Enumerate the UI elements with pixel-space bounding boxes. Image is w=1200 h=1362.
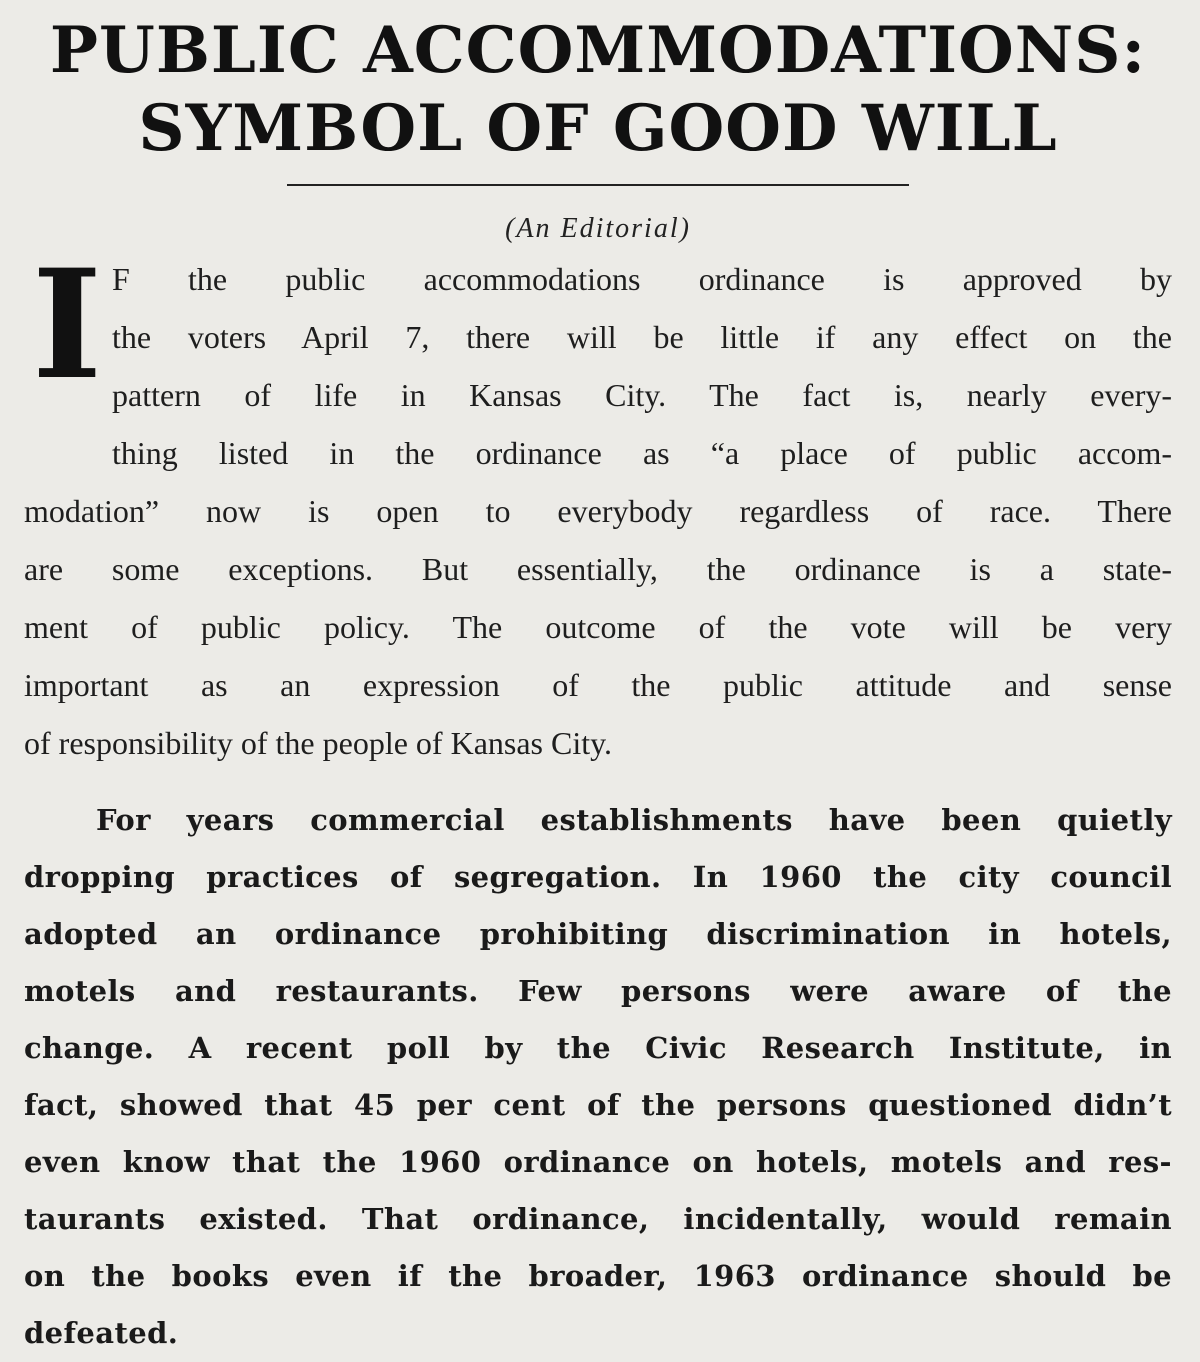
headline-line-1: PUBLIC ACCOMMODATIONS: [49, 13, 1147, 88]
text-line: on the books even if the broader, 1963 ordinance should be [24, 1259, 1172, 1293]
text-line: For years commercial establishments have been quietly [96, 803, 1172, 837]
headline-rule [287, 184, 909, 186]
text-line: taurants existed. That ordinance, incidentally, would remain [24, 1202, 1172, 1236]
text-line: adopted an ordinance prohibiting discrimination in hotels, [24, 917, 1172, 951]
text-line: F the public accommodations ordinance is approved by [112, 261, 1172, 297]
headline-line-2: SYMBOL OF GOOD WILL [138, 91, 1058, 166]
text-line: important as an expression of the public attitude and sense [24, 667, 1172, 703]
text-line: of responsibility of the people of Kansas City. [24, 725, 613, 761]
text-line: pattern of life in Kansas City. The fact is, nearly every- [112, 377, 1172, 413]
paragraph-2 [24, 792, 1172, 1362]
text-line: ment of public policy. The outcome of the vote will be very [24, 609, 1172, 645]
text-line: are some exceptions. But essentially, the ordinance is a state- [24, 551, 1172, 587]
drop-cap: I [32, 237, 103, 413]
text-line: the voters April 7, there will be little if any effect on the [112, 319, 1172, 355]
editorial-kicker: (An Editorial) [505, 213, 691, 244]
text-line: motels and restaurants. Few persons were aware of the [24, 974, 1172, 1008]
text-line: dropping practices of segregation. In 1960 the city council [24, 860, 1172, 894]
text-line: thing listed in the ordinance as “a place of public accom- [112, 435, 1172, 471]
text-line: defeated. [24, 1316, 179, 1350]
text-line: fact, showed that 45 per cent of the persons questioned didn’t [24, 1088, 1172, 1122]
text-line: modation” now is open to everybody regardless of race. There [24, 493, 1172, 529]
text-line: even know that the 1960 ordinance on hotels, motels and res- [24, 1145, 1172, 1179]
paragraph-1 [24, 237, 1172, 772]
headline [24, 12, 1172, 168]
text-line: change. A recent poll by the Civic Research Institute, in [24, 1031, 1172, 1065]
